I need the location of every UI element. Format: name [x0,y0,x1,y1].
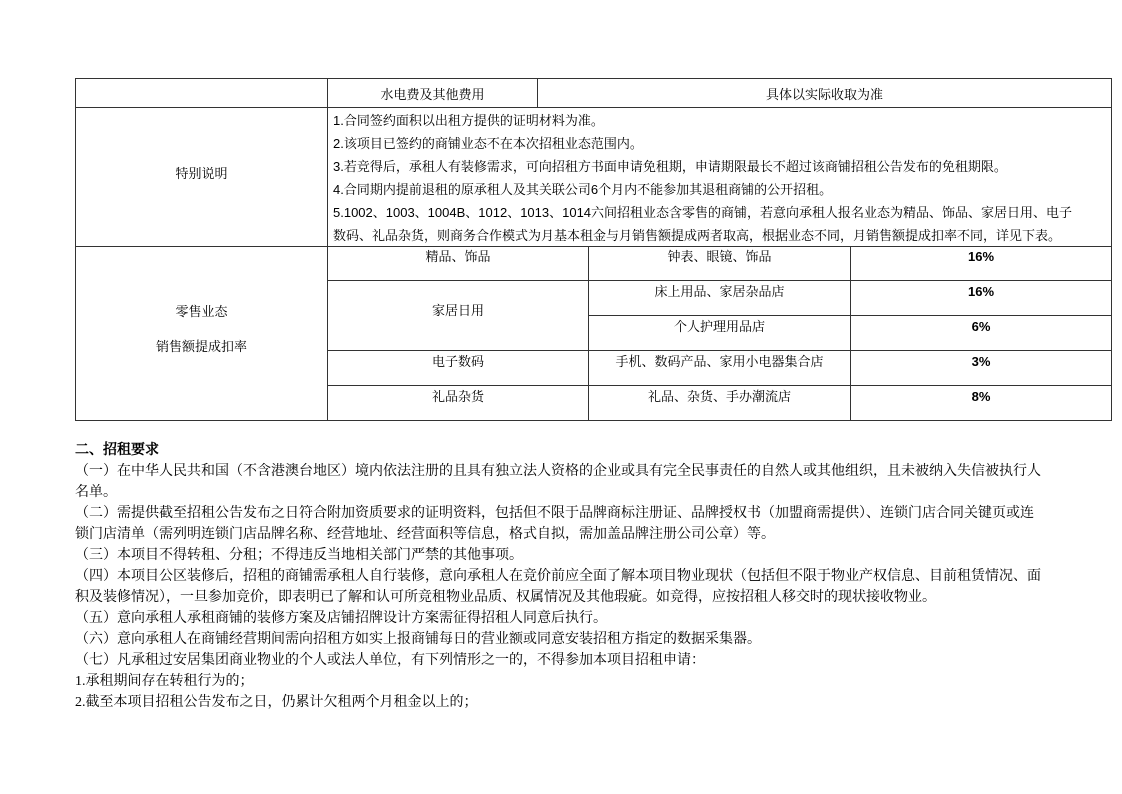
rate-value-cell: 3% [850,350,1112,386]
requirement-line: 锁门店清单（需列明连锁门店品牌名称、经营地址、经营面积等信息，格式自拟，需加盖品牌注册公司公章）等。 [75,527,775,542]
requirement-line: 1.承租期间存在转租行为的； [75,674,254,689]
requirement-item-2 [75,503,1095,545]
rate-type-cell: 钟表、眼镜、饰品 [588,246,851,281]
requirement-line: （七）凡承租过安居集团商业物业的个人或法人单位，有下列情形之一的，不得参加本项目招租申请： [75,653,705,668]
special-note-line: 2.该项目已签约的商铺业态不在本次招租业态范围内。 [333,136,643,151]
requirement-item-4 [75,566,1095,608]
special-note-line: 1.合同签约面积以出租方提供的证明材料为准。 [333,113,604,128]
fee-row-item-cell: 水电费及其他费用 [327,78,538,108]
rate-category-cell: 电子数码 [327,350,589,386]
special-notes-content-cell [327,107,1112,247]
rate-category-cell: 精品、饰品 [327,246,589,281]
requirement-item-1 [75,461,1095,503]
rate-category-cell: 家居日用 [327,280,589,351]
retail-format-label: 零售业态 [175,303,228,319]
requirement-item-5 [75,608,1095,629]
requirement-line: 积及装修情况），一旦参加竞价，即表明已了解和认可所竞租物业品质、权属情况及其他瑕疵。如竞得，应按招租人移交时的现状接收物业。 [75,590,936,605]
requirement-line: （三）本项目不得转租、分租；不得违反当地相关部门严禁的其他事项。 [75,548,523,563]
special-note-line: 3.若竞得后，承租人有装修需求，可向招租方书面申请免租期，申请期限最长不超过该商铺招租公告发布的免租期限。 [333,159,1007,174]
rate-value-cell: 6% [850,315,1112,351]
retail-rates-label-cell [75,246,328,421]
special-note-line: 4.合同期内提前退租的原承租人及其关联公司6个月内不能参加其退租商铺的公开招租。 [333,182,833,197]
requirement-line: 2.截至本项目招租公告发布之日，仍累计欠租两个月租金以上的； [75,695,478,710]
requirement-line: （六）意向承租人在商铺经营期间需向招租方如实上报商铺每日的营业额或同意安装招租方指定的数据采集器。 [75,632,761,647]
requirement-line: （二）需提供截至招租公告发布之日符合附加资质要求的证明资料，包括但不限于品牌商标注册证、品牌授权书（加盟商需提供）、连锁门店合同关键页或连 [75,506,1034,521]
requirement-item-7 [75,650,1095,671]
requirement-line: （四）本项目公区装修后，招租的商铺需承租人自行装修，意向承租人在竞价前应全面了解本项目物业现状（包括但不限于物业产权信息、目前租赁情况、面 [75,569,1041,584]
requirement-line: （一）在中华人民共和国（不含港澳台地区）境内依法注册的且具有独立法人资格的企业或具有完全民事责任的自然人或其他组织，且未被纳入失信被执行人 [75,464,1041,479]
rate-type-cell: 礼品、杂货、手办潮流店 [588,385,851,421]
requirement-line: （五）意向承租人承租商铺的装修方案及店铺招牌设计方案需征得招租人同意后执行。 [75,611,607,626]
fee-row-label-cell [75,78,328,108]
requirement-item-3 [75,545,1095,566]
rate-value-cell: 8% [850,385,1112,421]
special-notes-label-cell [75,107,328,247]
fee-row-value-cell: 具体以实际收取为准 [537,78,1112,108]
sales-commission-rate-label: 销售额提成扣率 [155,338,247,354]
section-heading: 二、招租要求 [75,443,159,458]
rate-value-cell: 16% [850,280,1112,316]
leasing-requirements-section [75,440,1095,713]
special-note-line: 数码、礼品杂货，则商务合作模式为月基本租金与月销售额提成两者取高，根据业态不同，月销售额提成扣率不同，详见下表。 [333,228,1062,243]
special-notes-label: 特别说明 [175,165,228,181]
rate-type-cell: 床上用品、家居杂品店 [588,280,851,316]
rate-type-cell: 手机、数码产品、家用小电器集合店 [588,350,851,386]
requirement-line: 名单。 [75,485,117,500]
requirement-subitem-1 [75,671,1095,692]
requirement-item-6 [75,629,1095,650]
rate-value-cell: 16% [850,246,1112,281]
special-note-line: 5.1002、1003、1004B、1012、1013、1014六间招租业态含零售的商铺，若意向承租人报名业态为精品、饰品、家居日用、电子 [333,205,1073,220]
requirement-subitem-2 [75,692,1095,713]
rate-category-cell: 礼品杂货 [327,385,589,421]
rate-type-cell: 个人护理用品店 [588,315,851,351]
